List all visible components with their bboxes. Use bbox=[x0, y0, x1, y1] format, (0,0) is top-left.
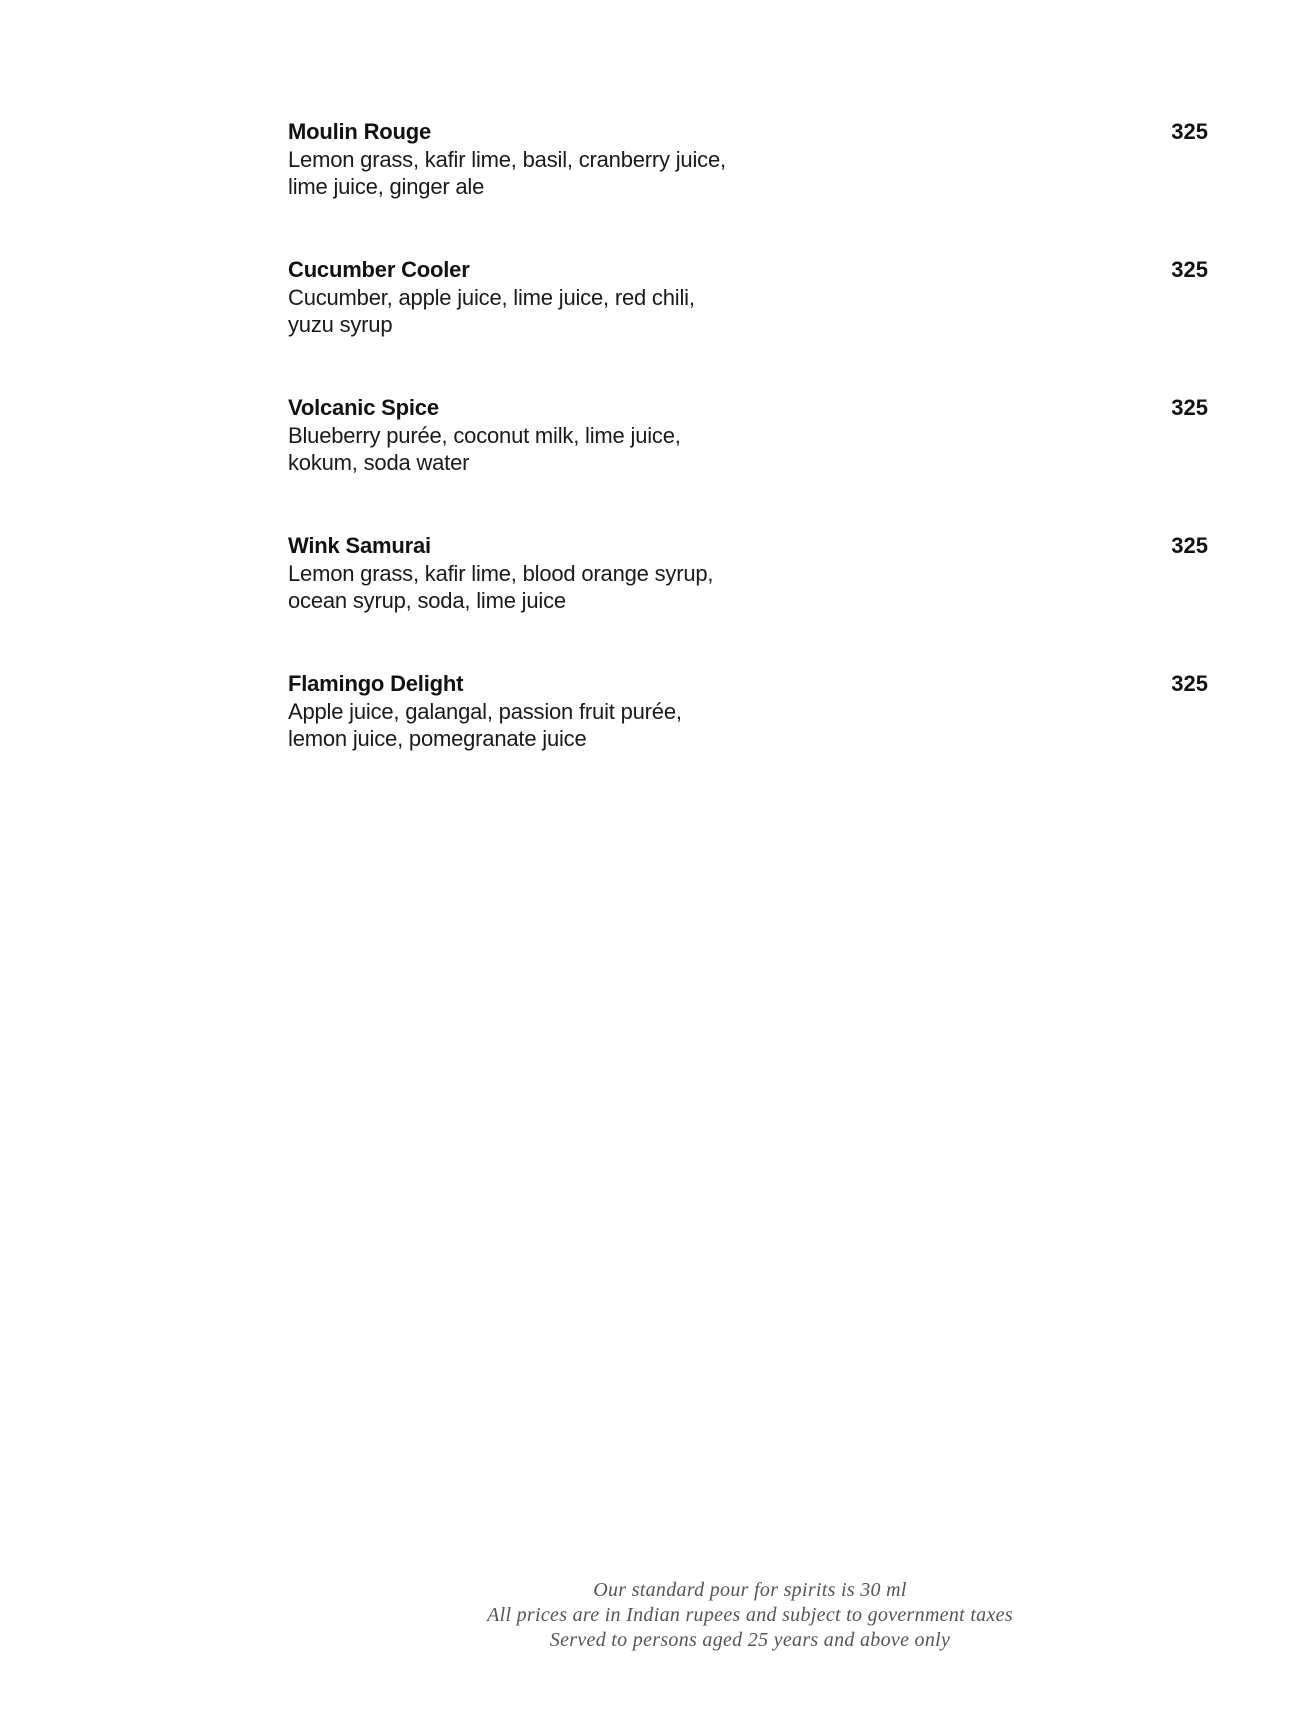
menu-item-description-line: Cucumber, apple juice, lime juice, red chili, bbox=[288, 285, 695, 310]
menu-item-name: Volcanic Spice bbox=[288, 395, 439, 420]
menu-item-description bbox=[288, 284, 808, 338]
menu-item-name: Flamingo Delight bbox=[288, 671, 464, 696]
menu-item-description-line: yuzu syrup bbox=[288, 312, 393, 337]
menu-item-price: 325 bbox=[1171, 671, 1208, 696]
menu-item-description-line: ocean syrup, soda, lime juice bbox=[288, 588, 566, 613]
menu-item-description-line: Blueberry purée, coconut milk, lime juice, bbox=[288, 423, 681, 448]
menu-item-description bbox=[288, 698, 808, 752]
menu-item-description-line: Lemon grass, kafir lime, blood orange syrup, bbox=[288, 561, 714, 586]
menu-item-price: 325 bbox=[1171, 395, 1208, 420]
menu-item bbox=[288, 670, 1208, 808]
menu-item bbox=[288, 118, 1208, 256]
menu-item bbox=[288, 532, 1208, 670]
menu-item-description bbox=[288, 560, 808, 614]
menu-item-description-line: lime juice, ginger ale bbox=[288, 174, 485, 199]
menu-item-description-line: lemon juice, pomegranate juice bbox=[288, 726, 587, 751]
footer-price-note: All prices are in Indian rupees and subject to government taxes bbox=[487, 1604, 1013, 1626]
menu-item-description bbox=[288, 146, 808, 200]
menu-list bbox=[288, 118, 1208, 808]
menu-item-description-line: Lemon grass, kafir lime, basil, cranberry juice, bbox=[288, 147, 726, 172]
footer-age-note: Served to persons aged 25 years and above only bbox=[549, 1629, 951, 1651]
menu-item-price: 325 bbox=[1171, 119, 1208, 144]
menu-item-description-line: Apple juice, galangal, passion fruit purée, bbox=[288, 699, 682, 724]
menu-item-description bbox=[288, 422, 808, 476]
menu-item-name: Moulin Rouge bbox=[288, 119, 432, 144]
menu-item bbox=[288, 256, 1208, 394]
footer-pour-note: Our standard pour for spirits is 30 ml bbox=[593, 1579, 907, 1601]
menu-item bbox=[288, 394, 1208, 532]
menu-item-price: 325 bbox=[1171, 257, 1208, 282]
footer-notes bbox=[440, 1578, 1060, 1653]
menu-item-name: Cucumber Cooler bbox=[288, 257, 470, 282]
menu-item-name: Wink Samurai bbox=[288, 533, 431, 558]
menu-item-description-line: kokum, soda water bbox=[288, 450, 470, 475]
menu-item-price: 325 bbox=[1171, 533, 1208, 558]
